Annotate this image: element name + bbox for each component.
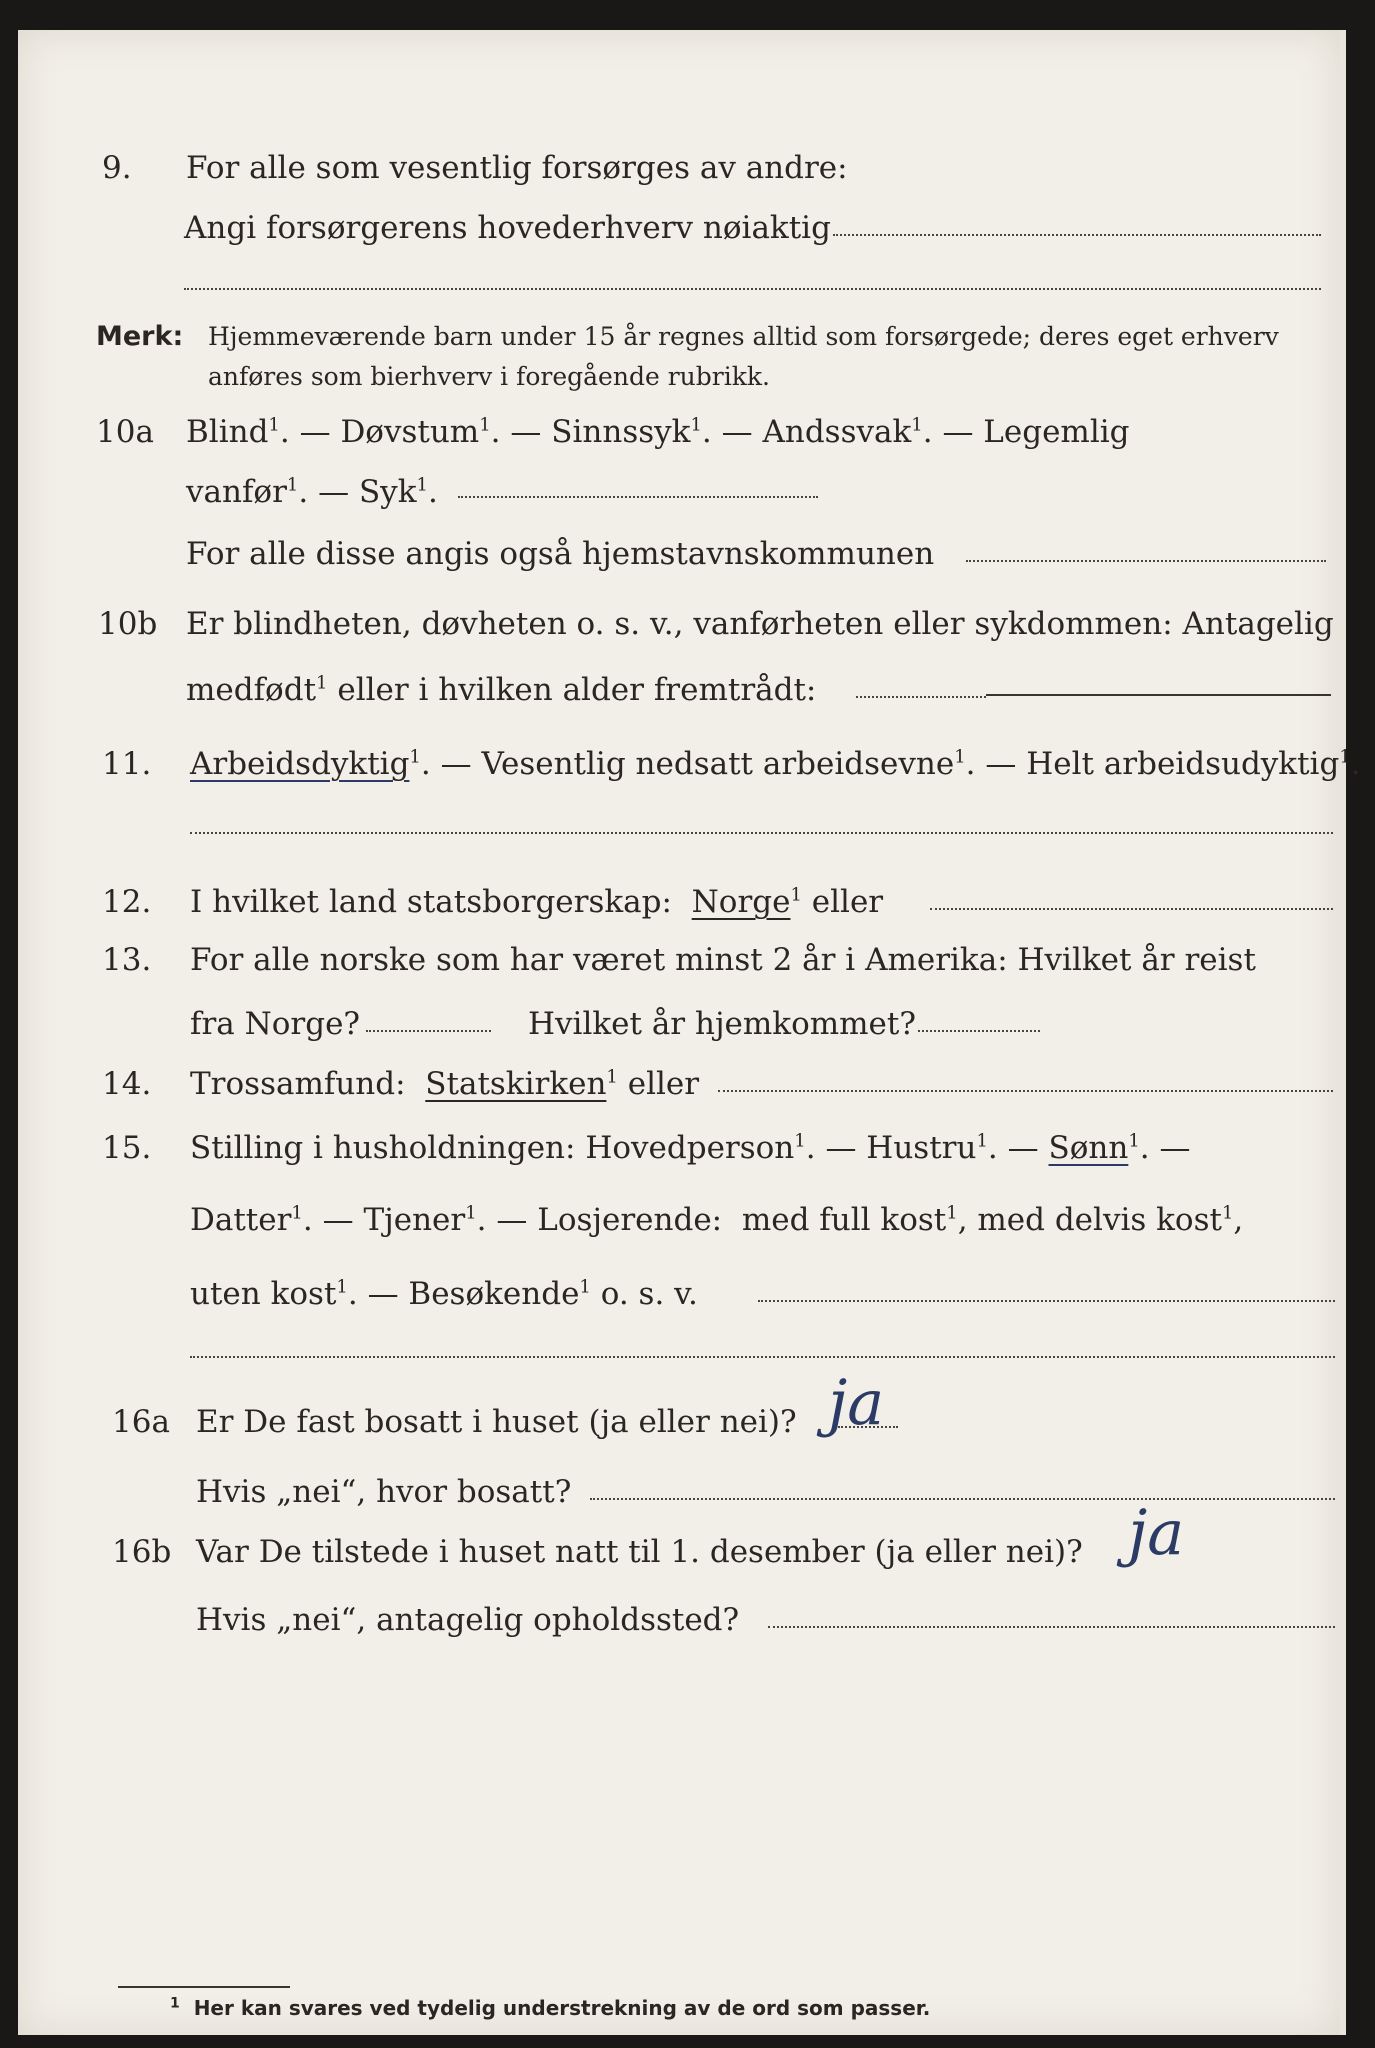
q13-fra-label: fra Norge? xyxy=(190,1006,361,1042)
q10a-hjemstavn-line[interactable] xyxy=(966,560,1326,562)
q16b-number: 16b xyxy=(112,1534,172,1570)
footnote-mark: 1 xyxy=(268,414,280,436)
q15-other-line[interactable] xyxy=(758,1300,1335,1302)
merk-label: Merk: xyxy=(96,321,184,352)
q10b-alder-label: eller i hvilken alder fremtrådt: xyxy=(337,672,817,708)
q10a-number: 10a xyxy=(96,414,154,450)
footnote-mark: 1 xyxy=(336,1276,348,1298)
footnote-mark: 1 xyxy=(790,884,802,906)
option-legemlig[interactable]: — Legemlig xyxy=(942,414,1130,450)
q16b-handwritten-answer: ja xyxy=(1128,1496,1185,1569)
q10a-hjemstavn-label: For alle disse angis også hjemstavnskommunen xyxy=(186,536,935,572)
q9-answer-line[interactable] xyxy=(833,234,1321,236)
option-sinnssyk[interactable]: — Sinnssyk xyxy=(510,414,691,450)
q13-hjem-line[interactable] xyxy=(918,1030,1040,1032)
q16a-bosatt-line[interactable] xyxy=(590,1498,1335,1500)
q13-question: For alle norske som har været minst 2 år i Amerika: Hvilket år reist xyxy=(190,942,1256,978)
q9-number: 9. xyxy=(102,150,132,186)
option-statskirken[interactable]: Statskirken xyxy=(425,1066,607,1102)
comma: , xyxy=(1233,1202,1244,1238)
option-datter[interactable]: Datter xyxy=(190,1202,292,1238)
option-besokende[interactable]: — Besøkende xyxy=(367,1276,580,1312)
footnote-mark: 1 xyxy=(1339,746,1351,768)
footnote-mark: 1 xyxy=(579,1276,591,1298)
option-medfodt[interactable]: medfødt xyxy=(186,672,317,708)
option-vanfor[interactable]: vanfør xyxy=(186,474,287,510)
q13-number: 13. xyxy=(102,942,152,978)
q10b-number: 10b xyxy=(98,606,158,642)
option-sonn[interactable]: Sønn xyxy=(1048,1130,1129,1166)
footnote-mark: 1 xyxy=(409,746,421,768)
footnote-mark: 1 xyxy=(416,474,428,496)
option-andssvak[interactable]: — Andssvak xyxy=(721,414,912,450)
q16b-opholdssted-line[interactable] xyxy=(768,1626,1335,1628)
q10b-question: Er blindheten, døvheten o. s. v., vanførheten eller sykdommen: Antagelig xyxy=(186,606,1334,642)
q9-answer-line-2[interactable] xyxy=(184,288,1321,290)
q14-label: Trossamfund: xyxy=(190,1066,406,1102)
q16b-opholdssted-label: Hvis „nei“, antagelig opholdssted? xyxy=(196,1602,740,1638)
option-full-kost[interactable]: med full kost xyxy=(741,1202,947,1238)
q12-other-country-line[interactable] xyxy=(930,908,1333,910)
q15-number: 15. xyxy=(102,1130,152,1166)
option-norge[interactable]: Norge xyxy=(691,884,791,920)
footnote-mark: 1 xyxy=(946,1202,958,1224)
q12-label: I hvilket land statsborgerskap: xyxy=(190,884,672,920)
merk-text-1: Hjemmeværende barn under 15 år regnes alltid som forsørgede; deres eget erhverv xyxy=(208,322,1279,351)
q14-other-line[interactable] xyxy=(718,1090,1333,1092)
footnote-mark: 1 xyxy=(170,1995,180,2012)
q13-hjem-label: Hvilket år hjemkommet? xyxy=(528,1006,916,1042)
footnote-mark: 1 xyxy=(954,746,966,768)
option-dovstum[interactable]: — Døvstum xyxy=(299,414,480,450)
losjerende-label: — Losjerende: xyxy=(496,1202,723,1238)
q12-eller: eller xyxy=(811,884,884,920)
option-blind[interactable]: Blind xyxy=(186,414,269,450)
option-helt-arbeidsudyktig[interactable]: — Helt arbeidsudyktig xyxy=(985,746,1340,782)
q14-eller: eller xyxy=(627,1066,700,1102)
footnote-mark: 1 xyxy=(479,414,491,436)
option-uten-kost[interactable]: uten kost xyxy=(190,1276,337,1312)
q10a-syk-line[interactable] xyxy=(458,496,818,498)
footnote-mark: 1 xyxy=(911,414,923,436)
footnote-rule xyxy=(118,1986,290,1988)
q14-number: 14. xyxy=(102,1066,152,1102)
osv: o. s. v. xyxy=(600,1276,698,1312)
q10b-alder-line-solid xyxy=(986,694,1331,696)
q11-number: 11. xyxy=(102,746,152,782)
dash: — xyxy=(1007,1130,1039,1166)
footnote-mark: 1 xyxy=(976,1130,988,1152)
q10a-options: Blind$^1$. — Døvstum$^1$. — Sinnssyk$^1$. — Andssvak$^1$. — Legemlig xyxy=(186,414,1130,450)
footnote-mark: 1 xyxy=(794,1130,806,1152)
footnote-mark: 1 xyxy=(316,672,328,694)
q10b-alder-line[interactable] xyxy=(856,696,986,698)
q15-answer-line-2[interactable] xyxy=(190,1356,1335,1358)
option-arbeidsdyktig[interactable]: Arbeidsdyktig xyxy=(190,746,410,782)
footnote-text: Her kan svares ved tydelig understrekning av de ord som passer. xyxy=(193,1996,931,2020)
option-delvis-kost[interactable]: , med delvis kost xyxy=(957,1202,1222,1238)
footnote-mark: 1 xyxy=(690,414,702,436)
q16a-handwritten-answer: ja xyxy=(828,1366,885,1439)
option-syk[interactable]: — Syk xyxy=(318,474,417,510)
q16b-question: Var De tilstede i huset natt til 1. desember (ja eller nei)? xyxy=(196,1534,1083,1570)
q11-answer-line[interactable] xyxy=(190,832,1333,834)
merk-text-2: anføres som bierhverv i foregående rubrikk. xyxy=(208,362,770,391)
footnote-mark: 1 xyxy=(286,474,299,496)
option-vesentlig-nedsatt[interactable]: — Vesentlig nedsatt arbeidsevne xyxy=(440,746,955,782)
q9-question: For alle som vesentlig forsørges av andre: xyxy=(186,150,848,186)
q12-number: 12. xyxy=(102,884,152,920)
option-hovedperson[interactable]: Hovedperson xyxy=(585,1130,795,1166)
q16a-number: 16a xyxy=(112,1404,170,1440)
footnote-mark: 1 xyxy=(465,1202,477,1224)
footnote-mark: 1 xyxy=(1221,1202,1234,1224)
footnote-mark: 1 xyxy=(606,1066,618,1088)
census-form-page: 9. For alle som vesentlig forsørges av andre: Angi forsørgerens hovederhverv nøiaktig Merk: Hjemmeværende barn under 15 år regnes alltid som forsørgede; deres eget erhverv anføres som bierhverv i foregående rubrikk. 10a Blind$^1$. — Døvstum$^1$. — Sinnssyk$^1$. — Andssvak$^1$. — Legemlig vanfør$^1$. — Syk$^1$. For alle disse angis også hjemstavnskommunen 10b Er blindheten, døvheten o. s. v., vanførheten eller sykdommen: Antagelig medfødt$^1$ eller i hvilken alder fremtrådt: 11. Arbeidsdyktig$^1$. — Vesentlig nedsatt arbeidsevne$^1$. — Helt arbeidsudyktig$^1$. 12. I hvilket land statsborgerskap: Norge$^1$ eller 13. For alle norske som har været minst 2 år i Amerika: Hvilket år reist fra Norge? Hvilket år hjemkommet? 14. Trossamfund: Statskirken$^1$ eller 15. Stilling i husholdningen: Hovedperson$^1$. — Hustru$^1$. — Sønn$^1$. — Datter$^1$. — Tjener$^1$. — Losjerende: med full kost$^1$, med delvis kost$^1$, uten kost$^1$. — Besøkende$^1$ o. s. v. 16a Er De fast bosatt i huset (ja eller nei)? ja Hvis „nei“, hvor bosatt? 16b Var De tilstede i huset natt til 1. desember (ja eller nei)? ja Hvis „nei“, antagelig opholdssted? $^1$ Her kan svares ved tydelig understrekning av de ord som passer. xyxy=(18,30,1346,2035)
q16a-bosatt-label: Hvis „nei“, hvor bosatt? xyxy=(196,1474,572,1510)
q15-label: Stilling i husholdningen: xyxy=(190,1130,576,1166)
q9-occupation-label: Angi forsørgerens hovederhverv nøiaktig xyxy=(184,210,831,246)
q16a-question: Er De fast bosatt i huset (ja eller nei)? xyxy=(196,1404,797,1440)
dash-trail: — xyxy=(1159,1130,1191,1166)
option-hustru[interactable]: — Hustru xyxy=(825,1130,977,1166)
footnote xyxy=(170,1996,930,2020)
option-tjener[interactable]: — Tjener xyxy=(322,1202,466,1238)
footnote-mark: 1 xyxy=(291,1202,303,1224)
q13-fra-line[interactable] xyxy=(366,1030,491,1032)
footnote-mark: 1 xyxy=(1128,1130,1140,1152)
